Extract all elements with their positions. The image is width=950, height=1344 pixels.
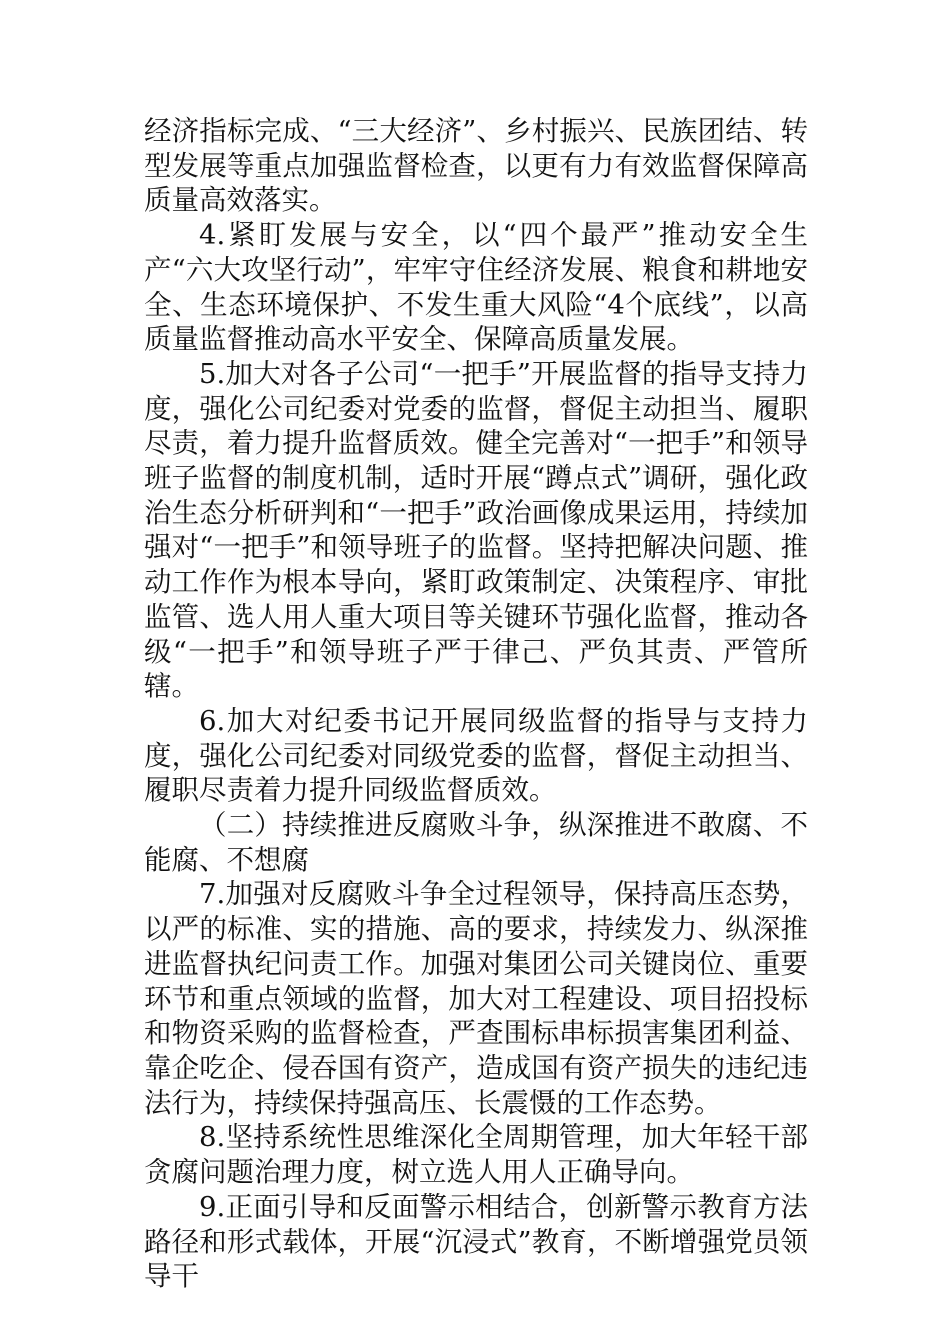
paragraph-continuation: 经济指标完成、“三大经济”、乡村振兴、民族团结、转型发展等重点加强监督检查，以更有力有效监督保障高质量高效落实。 [144,115,808,217]
section-heading-2: （二）持续推进反腐败斗争，纵深推进不敢腐、不能腐、不想腐 [144,809,808,876]
paragraph-item-9: 9.正面引导和反面警示相结合，创新警示教育方法路径和形式载体，开展“沉浸式”教育，不断增强党员领导干 [144,1190,808,1293]
paragraph-item-6: 6.加大对纪委书记开展同级监督的指导与支持力度，强化公司纪委对同级党委的监督，督促主动担当、履职尽责着力提升同级监督质效。 [144,704,808,807]
paragraph-item-8: 8.坚持系统性思维深化全周期管理，加大年轻干部贪腐问题治理力度，树立选人用人正确导向。 [144,1121,808,1189]
paragraph-item-7: 7.加强对反腐败斗争全过程领导，保持高压态势，以严的标准、实的措施、高的要求，持续发力、纵深推进监督执纪问责工作。加强对集团公司关键岗位、重要环节和重点领域的监督，加大对工程建设、项目招投标和物资采购的监督检查，严查围标串标损害集团利益、靠企吃企、侵吞国有资产，造成国有资产损失的违纪违法行为，持续保持强高压、长震慑的工作态势。 [144,878,808,1119]
paragraph-item-5: 5.加大对各子公司“一把手”开展监督的指导支持力度，强化公司纪委对党委的监督，督促主动担当、履职尽责，着力提升监督质效。健全完善对“一把手”和领导班子监督的制度机制，适时开展“蹲点式”调研，强化政治生态分析研判和“一把手”政治画像成果运用，持续加强对“一把手”和领导班子的监督。坚持把解决问题、推动工作作为根本导向，紧盯政策制定、决策程序、审批监管、选人用人重大项目等关键环节强化监督，推动各级“一把手”和领导班子严于律己、严负其责、严管所辖。 [144,357,808,703]
document-page [144,114,808,1294]
paragraph-item-4: 4.紧盯发展与安全，以“四个最严”推动安全生产“六大攻坚行动”，牢牢守住经济发展、粮食和耕地安全、生态环境保护、不发生重大风险“4个底线”，以高质量监督推动高水平安全、保障高质量发展。 [144,219,808,356]
